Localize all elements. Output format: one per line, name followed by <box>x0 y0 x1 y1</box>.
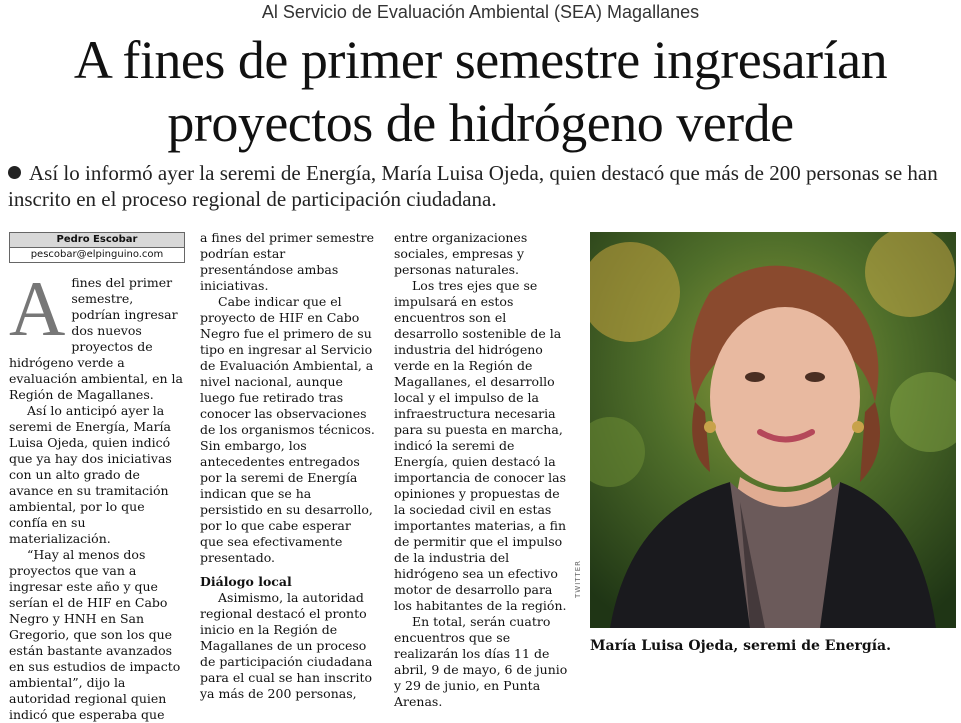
headline-line-2: proyectos de hidrógeno verde <box>167 93 794 153</box>
byline <box>9 232 185 263</box>
deck-text: Así lo informó ayer la seremi de Energía, María Luisa Ojeda, quien destacó que más de 200 personas se han inscrito en el proceso regional de participación ciudadana. <box>8 161 938 211</box>
article-column-1 <box>9 265 185 723</box>
headline-line-1: A fines de primer semestre ingresarían <box>73 30 888 90</box>
paragraph: Cabe indicar que el proyecto de HIF en Cabo Negro fue el primero de su tipo en ingresar al Servicio de Evaluación Ambiental, a nivel nacional, aunque luego fue retirado tras conocer las observaciones de los organismos técnicos. Sin embargo, los antecedentes entregados por la seremi de Energía indican que se ha persistido en su desarrollo, por lo que cabe esperar que sea efectivamente presentado. <box>200 294 375 565</box>
photo-credit: TWITTER <box>574 560 582 598</box>
paragraph: Los tres ejes que se impulsará en estos encuentros son el desarrollo sostenible de la industria del hidrógeno verde en la Región de Magallanes, el desarrollo local y el impulso de la infraestructura necesaria para su puesta en marcha, indicó la seremi de Energía, quien destacó la importancia de conocer las opiniones y propuestas de la sociedad civil en estas importantes materias, a fin de permitir que el impulso de la industria del hidrógeno sea un efectivo motor de desarrollo para los habitantes de la región. <box>394 278 567 613</box>
paragraph: fines del primer semestre, podrían ingresar dos nuevos proyectos de hidrógeno verde a evaluación ambiental, en la Región de Magallanes. <box>9 275 184 402</box>
byline-email: pescobar@elpinguino.com <box>9 248 185 263</box>
photo-caption: María Luisa Ojeda, seremi de Energía. <box>590 638 891 654</box>
paragraph: En total, serán cuatro encuentros que se realizarán los días 11 de abril, 9 de mayo, 6 de junio y 29 de junio, en Punta Arenas. <box>394 614 568 709</box>
byline-name: Pedro Escobar <box>9 232 185 248</box>
subhead: Diálogo local <box>200 574 292 589</box>
paragraph: Asimismo, la autoridad regional destacó el pronto inicio en la Región de Magallanes de un proceso de participación ciudadana para el cual se han inscrito ya más de 200 personas, <box>200 590 373 701</box>
portrait-photo <box>590 232 956 628</box>
drop-cap: A <box>9 265 66 352</box>
paragraph: entre organizaciones sociales, empresas y personas naturales. <box>394 230 528 277</box>
article-column-2 <box>200 230 377 702</box>
paragraph: Así lo anticipó ayer la seremi de Energía, María Luisa Ojeda, quien indicó que ya hay dos iniciativas con un alto grado de avance en su tramitación ambiental, por lo que confía en su materialización. <box>9 403 172 546</box>
paragraph: “Hay al menos dos proyectos que van a ingresar este año y que serían el de HIF en Cabo Negro y HNH en San Gregorio, que son los que están bastante avanzados en sus estudios de impacto ambiental”, dijo la autoridad regional quien indicó que esperaba que <box>9 547 181 722</box>
bullet-icon <box>8 166 21 179</box>
kicker: Al Servicio de Evaluación Ambiental (SEA) Magallanes <box>261 2 700 22</box>
paragraph: a fines del primer semestre podrían estar presentándose ambas iniciativas. <box>200 230 375 293</box>
deck <box>8 160 958 212</box>
article-column-3 <box>394 230 570 710</box>
